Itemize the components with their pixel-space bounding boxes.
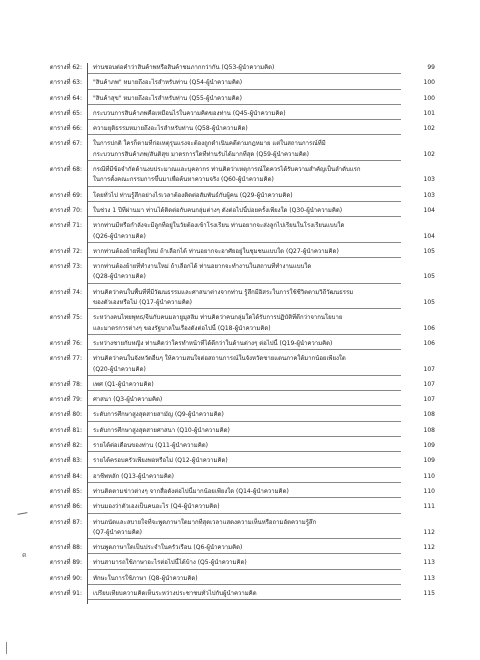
- toc-entry-label: ตารางที่ 68:: [49, 166, 82, 174]
- toc-entry-page: 103: [423, 191, 435, 199]
- toc-entry-page: 106: [423, 339, 435, 347]
- toc-entry-page: 105: [423, 273, 435, 281]
- toc-entry-page: 103: [423, 176, 435, 184]
- toc-entry-page: 102: [423, 150, 435, 158]
- toc-entry-label-blank: [30, 324, 87, 335]
- toc-entry-description: กระบวนการสินค้าภพคือเหมือนไรในความคิดของท่าน (Q45-ผู้นำความคิด): [88, 109, 401, 120]
- toc-entry-label: ตารางที่ 81:: [49, 426, 82, 434]
- toc-entry-description: หากท่านมีหรือกำลังจะมีลูกที่อยู่ในวัยต้องเข้าโรงเรียน ท่านอยากจะส่งลูกไปเรียนในโรงเรียนแบบใด: [93, 222, 345, 230]
- toc-entry-page: 109: [423, 442, 435, 450]
- toc-entry-label: ตารางที่ 74:: [49, 288, 82, 296]
- toc-entry-page: 104: [423, 206, 435, 214]
- toc-entry-description: หากท่านต้องย้ายที่ทำงานใหม่ ถ้าเลือกได้ ท่านอยากจะทำงานในสถานที่ทำงานแบบใด: [93, 263, 312, 271]
- toc-entry-page: 101: [423, 109, 435, 117]
- toc-entry-label: ตารางที่ 80:: [49, 411, 82, 419]
- toc-entry-page: 108: [423, 411, 435, 419]
- toc-entry-description: เปรียบเทียบความคิดเห็นระหว่างประชาชนทั่วไปกับผู้นำความคิด: [88, 589, 401, 600]
- toc-entry-description: ท่านคิดว่าคนในพื้นที่ที่มีวัฒนธรรมและศาสนาต่างจากท่าน รู้สึกมีอิสระในการใช้ชีวิตตามวิถีวัฒนธรรม: [93, 288, 354, 296]
- toc-entry-label: ตารางที่ 62:: [49, 64, 82, 71]
- toc-entry-label: ตารางที่ 90:: [49, 574, 82, 582]
- toc-entry-page: 104: [423, 232, 435, 240]
- toc-entry-label: ตารางที่ 89:: [49, 559, 82, 567]
- toc-entry-label: ตารางที่ 79:: [49, 396, 82, 404]
- toc-entry-label-blank: [30, 150, 87, 161]
- toc-entry-label: ตารางที่ 82:: [49, 442, 82, 450]
- toc-entry-description: "สินค้าภพ" หมายถึงอะไรสำหรับท่าน (Q54-ผู้นำความคิด): [88, 78, 401, 89]
- margin-pen-mark: [17, 512, 28, 521]
- toc-entry-description: ท่านมองว่าตัวเองเป็นคนอะไร (Q4-ผู้นำความคิด): [88, 502, 401, 513]
- toc-entry-page-blank: [401, 139, 435, 149]
- toc-entry-label-blank: [30, 528, 87, 539]
- toc-entry-label: ตารางที่ 84:: [49, 472, 82, 480]
- toc-entry-label: ตารางที่ 71:: [49, 222, 82, 230]
- toc-entry-label: ตารางที่ 88:: [49, 544, 82, 552]
- toc-entry-description: ระหว่างชายกับหญิง ท่านคิดว่าใครทำหน้าที่ได้ดีกว่าในด้านต่างๆ ต่อไปนี้ (Q19-ผู้นำความคิด): [88, 339, 401, 350]
- toc-entry-description: ระหว่างคนไทยพุทธ/จีนกับคนมลายูมุสลิม ท่านคิดว่าคนกลุ่มใดได้รับการปฏิบัติที่ดีกว่าจากนโยบาย: [93, 314, 343, 322]
- toc-entry-label-blank: [30, 175, 87, 186]
- toc-entry-description: รายได้ต่อเดือนของท่าน (Q11-ผู้นำความคิด): [88, 441, 401, 452]
- toc-entry-description: เพศ (Q1-ผู้นำความคิด): [88, 380, 401, 391]
- toc-entry-label: ตารางที่ 65:: [49, 109, 82, 117]
- toc-entry-label: ตารางที่ 78:: [49, 380, 82, 388]
- toc-entry-description: ท่านติดตามข่าวต่างๆ จากสื่อดังต่อไปนี้มากน้อยเพียงใด (Q14-ผู้นำความคิด): [88, 487, 401, 498]
- toc-entry-label: ตารางที่ 77:: [49, 355, 82, 363]
- toc-entry-page: 110: [423, 487, 435, 495]
- row-spacer: [30, 600, 435, 604]
- toc-entry-label: ตารางที่ 64:: [49, 94, 82, 102]
- toc-entry-page: 107: [423, 396, 435, 404]
- table-of-contents: [30, 63, 435, 604]
- toc-entry-page-blank: [401, 221, 435, 231]
- toc-entry-page: 111: [423, 503, 435, 511]
- toc-entry-page-blank: [401, 288, 435, 298]
- toc-entry-label: ตารางที่ 86:: [49, 503, 82, 511]
- toc-entry-description: ของตัวเองหรือไม่ (Q17-ผู้นำความคิด): [88, 298, 401, 309]
- toc-entry-description: ท่านชอบต่อคำว่าสินค้าพหรือสินค้าชมภากกว่ากัน (Q53-ผู้นำความคิด): [88, 63, 401, 74]
- toc-entry-description: กรณีที่มีข้อจำกัดด้านงบประมาณและบุคลากร ท่านคิดว่าเหตุการณ์ใดควรได้รับความสำคัญเป็นลำดับแรก: [93, 166, 361, 174]
- toc-entry-description: (Q28-ผู้นำความคิด): [88, 272, 401, 283]
- toc-entry-description: ท่านถนัดและสบายใจที่จะพูดภาษาใดมากที่สุดเวลาแสดงความเห็นหรือถามอัตความรู้สึก: [93, 518, 317, 526]
- toc-entry-page: 102: [423, 125, 435, 133]
- toc-entry-page: 113: [423, 574, 435, 582]
- toc-entry-page: 100: [423, 79, 435, 87]
- toc-entry-label: ตารางที่ 66:: [49, 125, 82, 133]
- toc-entry-label: ตารางที่ 69:: [49, 191, 82, 199]
- toc-entry-label-blank: [30, 272, 87, 283]
- toc-entry-label: ตารางที่ 67:: [49, 140, 82, 148]
- toc-entry-description: รายได้ครอบครัวเพียงพอหรือไม่ (Q12-ผู้นำความคิด): [88, 456, 401, 467]
- toc-entry-description: ท่านพูดภาษาใดเป็นประจำในครัวเรือน (Q6-ผู้นำความคิด): [88, 543, 401, 554]
- toc-entry-page: 106: [423, 324, 435, 332]
- toc-entry-label: ตารางที่ 83:: [49, 457, 82, 465]
- toc-entry-label: ตารางที่ 85:: [49, 487, 82, 495]
- toc-entry-description: กระบวนการสินค้าภพ/สันติสุข มาตรการใดที่ท่านรับได้มากที่สุด (Q59-ผู้นำความคิด): [88, 150, 401, 161]
- toc-entry-description: และมาตรการต่างๆ ของรัฐบาลในเรื่องดังต่อไปนี้ (Q18-ผู้นำความคิด): [88, 324, 401, 335]
- margin-handwritten-note: ด: [22, 551, 27, 559]
- toc-entry-description: ในช่วง 1 ปีที่ผ่านมา ท่านได้ติดต่อกับคนกลุ่มต่างๆ ดังต่อไปนี้บ่อยครั้งเพียงใด (Q30-ผู้นำความคิด): [88, 206, 401, 217]
- toc-entry-description: (Q20-ผู้นำความคิด): [88, 365, 401, 376]
- toc-entry-label: ตารางที่ 75:: [49, 314, 82, 322]
- margin-scan-mark: [6, 642, 7, 654]
- toc-entry-page-blank: [401, 354, 435, 364]
- toc-entry-page: 105: [423, 247, 435, 255]
- toc-entry-page: 112: [423, 544, 435, 552]
- toc-entry-page: 113: [423, 559, 435, 567]
- toc-entry-page-blank: [401, 518, 435, 528]
- toc-entry-page-blank: [401, 165, 435, 175]
- toc-entry-page: 107: [423, 380, 435, 388]
- toc-entry-page: 112: [423, 528, 435, 536]
- toc-entry-description: ท่านคิดว่าคนในจังหวัดอื่นๆ ให้ความสนใจต่อสถานการณ์ในจังหวัดชายแดนภาคใต้มากน้อยเพียงใด: [93, 355, 346, 363]
- toc-entry-label-blank: [30, 365, 87, 376]
- toc-entry-description: โดยทั่วไป ท่านรู้สึกอย่างไรเวลาต้องติดต่อสัมพันธ์กับผู้คน (Q29-ผู้นำความคิด): [88, 191, 401, 202]
- toc-entry-description: ศาสนา (Q3-ผู้นำความคิด): [88, 395, 401, 406]
- toc-entry-label: ตารางที่ 63:: [49, 79, 82, 87]
- toc-entry-label: ตารางที่ 76:: [49, 339, 82, 347]
- toc-entry-label-blank: [30, 232, 87, 243]
- toc-entry-description: อาชีพหลัก (Q13-ผู้นำความคิด): [88, 472, 401, 483]
- toc-entry-page: 107: [423, 365, 435, 373]
- toc-entry-description: ระดับการศึกษาสูงสุดสายศาสนา (Q10-ผู้นำความคิด): [88, 426, 401, 437]
- toc-entry-page-blank: [401, 313, 435, 323]
- toc-entry-label-blank: [30, 298, 87, 309]
- toc-entry-description: ความยุติธรรมหมายถึงอะไรสำหรับท่าน (Q58-ผู้นำความคิด): [88, 124, 401, 135]
- toc-entry-label: ตารางที่ 73:: [49, 263, 82, 271]
- toc-entry-page: 105: [423, 299, 435, 307]
- toc-entry-label: ตารางที่ 91:: [49, 589, 82, 597]
- toc-entry-label: ตารางที่ 72:: [49, 247, 82, 255]
- toc-entry-description: หากท่านต้องย้ายที่อยู่ใหม่ ถ้าเลือกได้ ท่านอยากจะอาศัยอยู่ในชุมชนแบบใด (Q27-ผู้นำความคิด): [88, 247, 401, 258]
- toc-entry-label: ตารางที่ 70:: [49, 206, 82, 214]
- toc-entry-description: ทักษะในการใช้ภาษา (Q8-ผู้นำความคิด): [88, 574, 401, 585]
- toc-entry-description: (Q26-ผู้นำความคิด): [88, 232, 401, 243]
- toc-entry-description: ระดับการศึกษาสูงสุดสายสามัญ (Q9-ผู้นำความคิด): [88, 410, 401, 421]
- toc-entry-page-blank: [401, 262, 435, 272]
- toc-entry-description: "สินค้าสุข" หมายถึงอะไรสำหรับท่าน (Q55-ผู้นำความคิด): [88, 94, 401, 105]
- toc-entry-description: ในการตั้งคณะกรรมการขึ้นมาเพื่อค้นหาความจริง (Q60-ผู้นำความคิด): [88, 175, 401, 186]
- toc-entry-page: 99: [427, 64, 435, 71]
- toc-entry-page: 100: [423, 94, 435, 102]
- toc-entry-description: (Q7-ผู้นำความคิด): [88, 528, 401, 539]
- toc-entry-page: 108: [423, 426, 435, 434]
- toc-entry-description: ในการปกติ ใครก็ตามที่ก่อเหตุรุนแรงจะต้องถูกดำเนินคดีตามกฎหมาย แต่ในสถานการณ์ที่มี: [93, 140, 326, 148]
- toc-entry-page: 110: [423, 472, 435, 480]
- toc-entry-label: ตารางที่ 87:: [49, 518, 82, 526]
- toc-entry-description: ท่านสามารถใช้ภาษาอะไรต่อไปนี้ได้บ้าง (Q5-ผู้นำความคิด): [88, 558, 401, 569]
- toc-entry-page: 109: [423, 457, 435, 465]
- toc-entry-page: 115: [423, 589, 435, 597]
